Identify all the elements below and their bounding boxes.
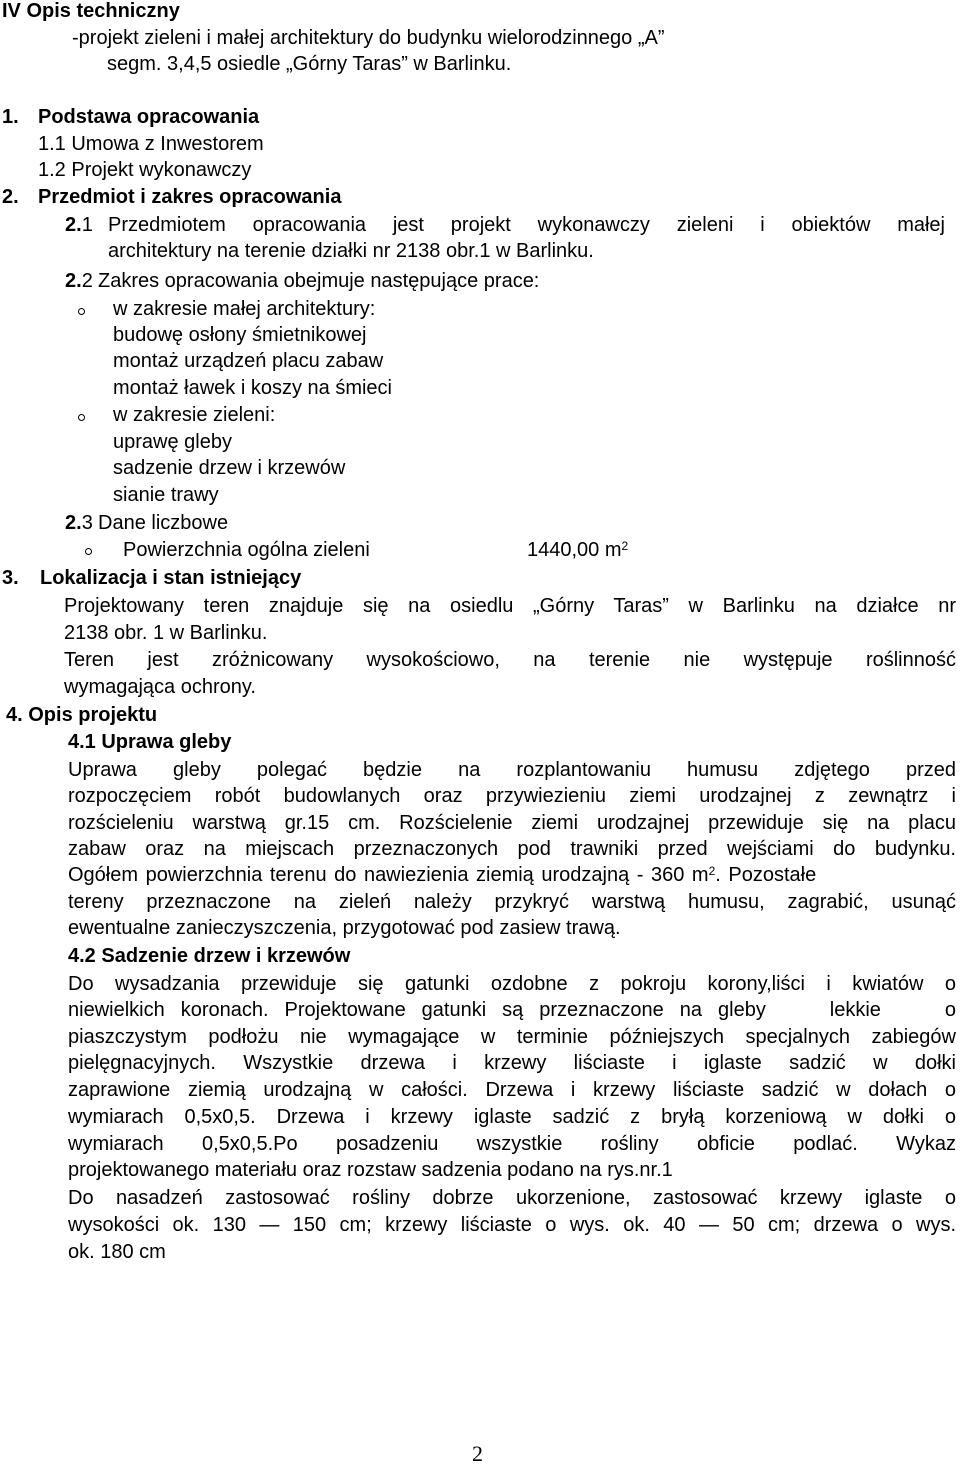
list-item-waste-enclosure: budowę osłony śmietnikowej — [113, 324, 367, 346]
para-4-3-line-2: wysokości ok. 130 — 150 cm; krzewy liściaste o wys. ok. 40 — 50 cm; drzewa o wys. — [68, 1214, 956, 1236]
list-item-playground: montaż urządzeń placu zabaw — [113, 350, 384, 372]
section-3-para-2-line-2: wymagająca ochrony. — [64, 676, 256, 698]
item-2-3-text: Dane liczbowe — [98, 512, 229, 534]
document-title: IV Opis techniczny — [2, 0, 180, 22]
para-4-1-line-3: rozścieleniu warstwą gr.15 cm. Rozścielenie ziemi urodzajnej przewiduje się na placu — [68, 812, 956, 834]
para-4-2-line-8: projektowanego materiału oraz rozstaw sadzenia podano na rys.nr.1 — [68, 1159, 673, 1181]
subtitle-line-1: -projekt zieleni i małej architektury do budynku wielorodzinnego „A” — [72, 27, 665, 49]
list-item-planting: sadzenie drzew i krzewów — [113, 457, 346, 479]
section-1-number: 1. — [2, 106, 19, 128]
area-value: 1440,00 $m^2$ — [527, 539, 629, 561]
bullet-circle-icon — [85, 548, 92, 555]
item-2-1-text-line-2: architektury na terenie działki nr 2138 obr.1 w Barlinku. — [108, 240, 594, 262]
para-4-2-line-4: pielęgnacyjnych. Wszystkie drzewa i krzewy liściaste i iglaste sadzić w dołki — [68, 1052, 956, 1074]
section-4-heading: 4. Opis projektu — [6, 704, 158, 726]
para-4-1-line-7: ewentualne zanieczyszczenia, przygotować pod zasiew trawą. — [68, 917, 621, 939]
section-2-number: 2. — [2, 186, 19, 208]
para-4-2-line-1: Do wysadzania przewiduje się gatunki ozdobne z pokroju korony,liści i kwiatów o — [68, 973, 956, 995]
list-item-benches: montaż ławek i koszy na śmieci — [113, 377, 392, 399]
para-4-2-line-6: wymiarach 0,5x0,5. Drzewa i krzewy iglaste sadzić z bryłą korzeniową w dołki o — [68, 1106, 956, 1128]
para-4-1-line-2: rozpoczęciem robót budowlanych oraz przywiezieniu ziemi urodzajnej z zewnątrz i — [68, 785, 956, 807]
para-4-1-line-4: zabaw oraz na miejscach przeznaczonych pod trawniki przed wejściami do budynku. — [68, 838, 956, 860]
para-4-3-line-3: ok. 180 cm — [68, 1241, 166, 1263]
page-number: 2 — [472, 1441, 483, 1466]
section-3-para-1-line-2: 2138 obr. 1 w Barlinku. — [64, 622, 268, 644]
para-4-2-line-5: zaprawione ziemią urodzajną w całości. Drzewa i krzewy liściaste sadzić w dołach o — [68, 1079, 956, 1101]
para-4-1-line-6: tereny przeznaczone na zieleń należy przykryć warstwą humusu, zagrabić, usunąć — [68, 891, 956, 913]
item-1-2: 1.2 Projekt wykonawczy — [38, 159, 252, 181]
subtitle-line-2: segm. 3,4,5 osiedle „Górny Taras” w Barlinku. — [107, 53, 512, 75]
bullet-greenery: w zakresie zieleni: — [113, 404, 276, 426]
section-3-heading: Lokalizacja i stan istniejący — [40, 567, 302, 589]
para-4-1-line-1: Uprawa gleby polegać będzie na rozplantowaniu humusu zdjętego przed — [68, 759, 956, 781]
section-4-2-heading: 4.2 Sadzenie drzew i krzewów — [68, 945, 351, 967]
section-3-para-1-line-1: Projektowany teren znajduje się na osiedlu „Górny Taras” w Barlinku na działce nr — [64, 595, 956, 617]
bullet-small-architecture: w zakresie małej architektury: — [113, 298, 376, 320]
para-4-3-line-1: Do nasadzeń zastosować rośliny dobrze ukorzenione, zastosować krzewy iglaste o — [68, 1187, 956, 1209]
section-2-heading: Przedmiot i zakres opracowania — [38, 186, 342, 208]
item-2-1-text-line-1: Przedmiotem opracowania jest projekt wykonawczy zieleni i obiektów małej — [108, 214, 945, 236]
para-4-2-line-7: wymiarach 0,5x0,5.Po posadzeniu wszystkie rośliny obficie podlać. Wykaz — [68, 1133, 956, 1155]
item-2-2-number: 2.2 — [65, 270, 93, 292]
para-4-1-line-5: Ogółem powierzchnia terenu do nawiezienia ziemią urodzajną - 360 $m^2$. Pozostałe — [68, 864, 817, 886]
para-4-2-line-2: niewielkich koronach. Projektowane gatunki są przeznaczone na gleby lekkie o — [68, 999, 956, 1021]
item-2-3-number: 2.3 — [65, 512, 93, 534]
item-2-1-number: 2.1 — [65, 214, 93, 236]
section-3-number: 3. — [2, 567, 19, 589]
section-3-para-2-line-1: Teren jest zróżnicowany wysokościowo, na terenie nie występuje roślinność — [64, 649, 956, 671]
para-4-2-line-3: piaszczystym podłożu nie wymagające w terminie późniejszych specjalnych zabiegów — [68, 1026, 956, 1048]
list-item-grass: sianie trawy — [113, 484, 219, 506]
section-1-heading: Podstawa opracowania — [38, 106, 260, 128]
bullet-circle-icon — [78, 308, 85, 315]
section-4-1-heading: 4.1 Uprawa gleby — [68, 731, 232, 753]
list-item-soil: uprawę gleby — [113, 431, 232, 453]
area-label: Powierzchnia ogólna zieleni — [123, 539, 370, 561]
item-1-1: 1.1 Umowa z Inwestorem — [38, 133, 264, 155]
bullet-circle-icon — [78, 414, 85, 421]
item-2-2-text: Zakres opracowania obejmuje następujące prace: — [98, 270, 540, 292]
